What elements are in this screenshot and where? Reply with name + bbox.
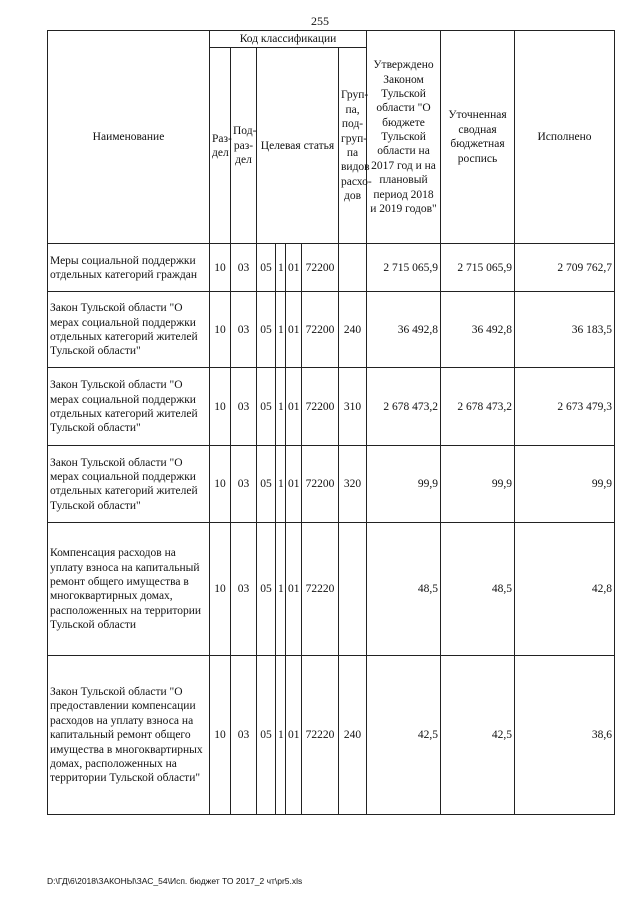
page-number: 255: [311, 14, 329, 28]
row-target-1: 05: [257, 244, 276, 292]
row-name: Закон Тульской области "О предоставлении компенсации расходов на уплату взноса на капитальный ремонт общего имущества в многоквартирных домах, расположенных на территории Тульской области": [48, 656, 210, 815]
row-executed: 99,9: [515, 446, 615, 523]
row-target-2: 1: [276, 446, 286, 523]
row-target-2: 1: [276, 244, 286, 292]
header-approved: Утверждено Законом Тульской области "О бюджете Тульской области на 2017 год и на плановый период 2018 и 2019 годов": [367, 31, 441, 244]
row-target-4: 72220: [302, 523, 339, 656]
row-subsection: 03: [231, 244, 257, 292]
row-approved: 99,9: [367, 446, 441, 523]
row-target-1: 05: [257, 656, 276, 815]
row-target-2: 1: [276, 368, 286, 446]
row-approved: 36 492,8: [367, 292, 441, 368]
row-refined: 36 492,8: [441, 292, 515, 368]
table-row: [48, 244, 615, 292]
row-section: 10: [210, 523, 231, 656]
row-group: 240: [339, 656, 367, 815]
row-target-3: 01: [286, 244, 302, 292]
row-name: Компенсация расходов на уплату взноса на капитальный ремонт общего имущества в многоквартирных домах, расположенных на территории Тульской области: [48, 523, 210, 656]
table-row: [48, 446, 615, 523]
file-path-footer: D:\ГД\6\2018\ЗАКОНЫ\ЗАС_54\Исп. бюджет ТО 2017_2 чт\pr5.xls: [47, 876, 303, 886]
header-code-classification: Код классификации: [210, 31, 367, 48]
table-row: [48, 368, 615, 446]
row-target-1: 05: [257, 368, 276, 446]
row-executed: 2 673 479,3: [515, 368, 615, 446]
row-section: 10: [210, 446, 231, 523]
row-target-3: 01: [286, 656, 302, 815]
row-target-2: 1: [276, 656, 286, 815]
row-target-3: 01: [286, 523, 302, 656]
row-target-4: 72200: [302, 446, 339, 523]
row-target-1: 05: [257, 292, 276, 368]
row-approved: 2 678 473,2: [367, 368, 441, 446]
row-target-3: 01: [286, 292, 302, 368]
table-row: [48, 292, 615, 368]
row-subsection: 03: [231, 368, 257, 446]
row-group: [339, 244, 367, 292]
header-subsection: Под-раз-дел: [231, 48, 257, 244]
row-executed: 38,6: [515, 656, 615, 815]
row-name: Закон Тульской области "О мерах социальной поддержки отдельных категорий жителей Тульской области": [48, 292, 210, 368]
row-subsection: 03: [231, 523, 257, 656]
row-target-4: 72200: [302, 292, 339, 368]
row-refined: 2 715 065,9: [441, 244, 515, 292]
row-refined: 99,9: [441, 446, 515, 523]
row-section: 10: [210, 656, 231, 815]
budget-table: [47, 30, 615, 815]
header-executed: Исполнено: [515, 31, 615, 244]
row-target-4: 72200: [302, 244, 339, 292]
row-group: 320: [339, 446, 367, 523]
row-target-2: 1: [276, 292, 286, 368]
row-refined: 2 678 473,2: [441, 368, 515, 446]
header-refined: Уточненная сводная бюджетная роспись: [441, 31, 515, 244]
row-target-2: 1: [276, 523, 286, 656]
row-target-3: 01: [286, 446, 302, 523]
row-executed: 42,8: [515, 523, 615, 656]
row-subsection: 03: [231, 292, 257, 368]
row-subsection: 03: [231, 656, 257, 815]
header-name: Наименование: [48, 31, 210, 244]
row-name: Закон Тульской области "О мерах социальной поддержки отдельных категорий жителей Тульской области": [48, 446, 210, 523]
header-expense-group: Груп-па, под-груп-па видов расхо-дов: [339, 48, 367, 244]
header-target-article: Целевая статья: [257, 48, 339, 244]
row-approved: 42,5: [367, 656, 441, 815]
row-group: 240: [339, 292, 367, 368]
table-row: [48, 523, 615, 656]
row-section: 10: [210, 368, 231, 446]
header-section: Раз-дел: [210, 48, 231, 244]
row-group: 310: [339, 368, 367, 446]
row-section: 10: [210, 292, 231, 368]
row-target-3: 01: [286, 368, 302, 446]
row-target-1: 05: [257, 523, 276, 656]
row-refined: 42,5: [441, 656, 515, 815]
row-target-4: 72220: [302, 656, 339, 815]
row-approved: 2 715 065,9: [367, 244, 441, 292]
row-name: Меры социальной поддержки отдельных категорий граждан: [48, 244, 210, 292]
row-executed: 36 183,5: [515, 292, 615, 368]
row-approved: 48,5: [367, 523, 441, 656]
row-executed: 2 709 762,7: [515, 244, 615, 292]
row-name: Закон Тульской области "О мерах социальной поддержки отдельных категорий жителей Тульской области": [48, 368, 210, 446]
row-section: 10: [210, 244, 231, 292]
row-target-4: 72200: [302, 368, 339, 446]
row-refined: 48,5: [441, 523, 515, 656]
row-subsection: 03: [231, 446, 257, 523]
row-group: [339, 523, 367, 656]
row-target-1: 05: [257, 446, 276, 523]
table-row: [48, 656, 615, 815]
